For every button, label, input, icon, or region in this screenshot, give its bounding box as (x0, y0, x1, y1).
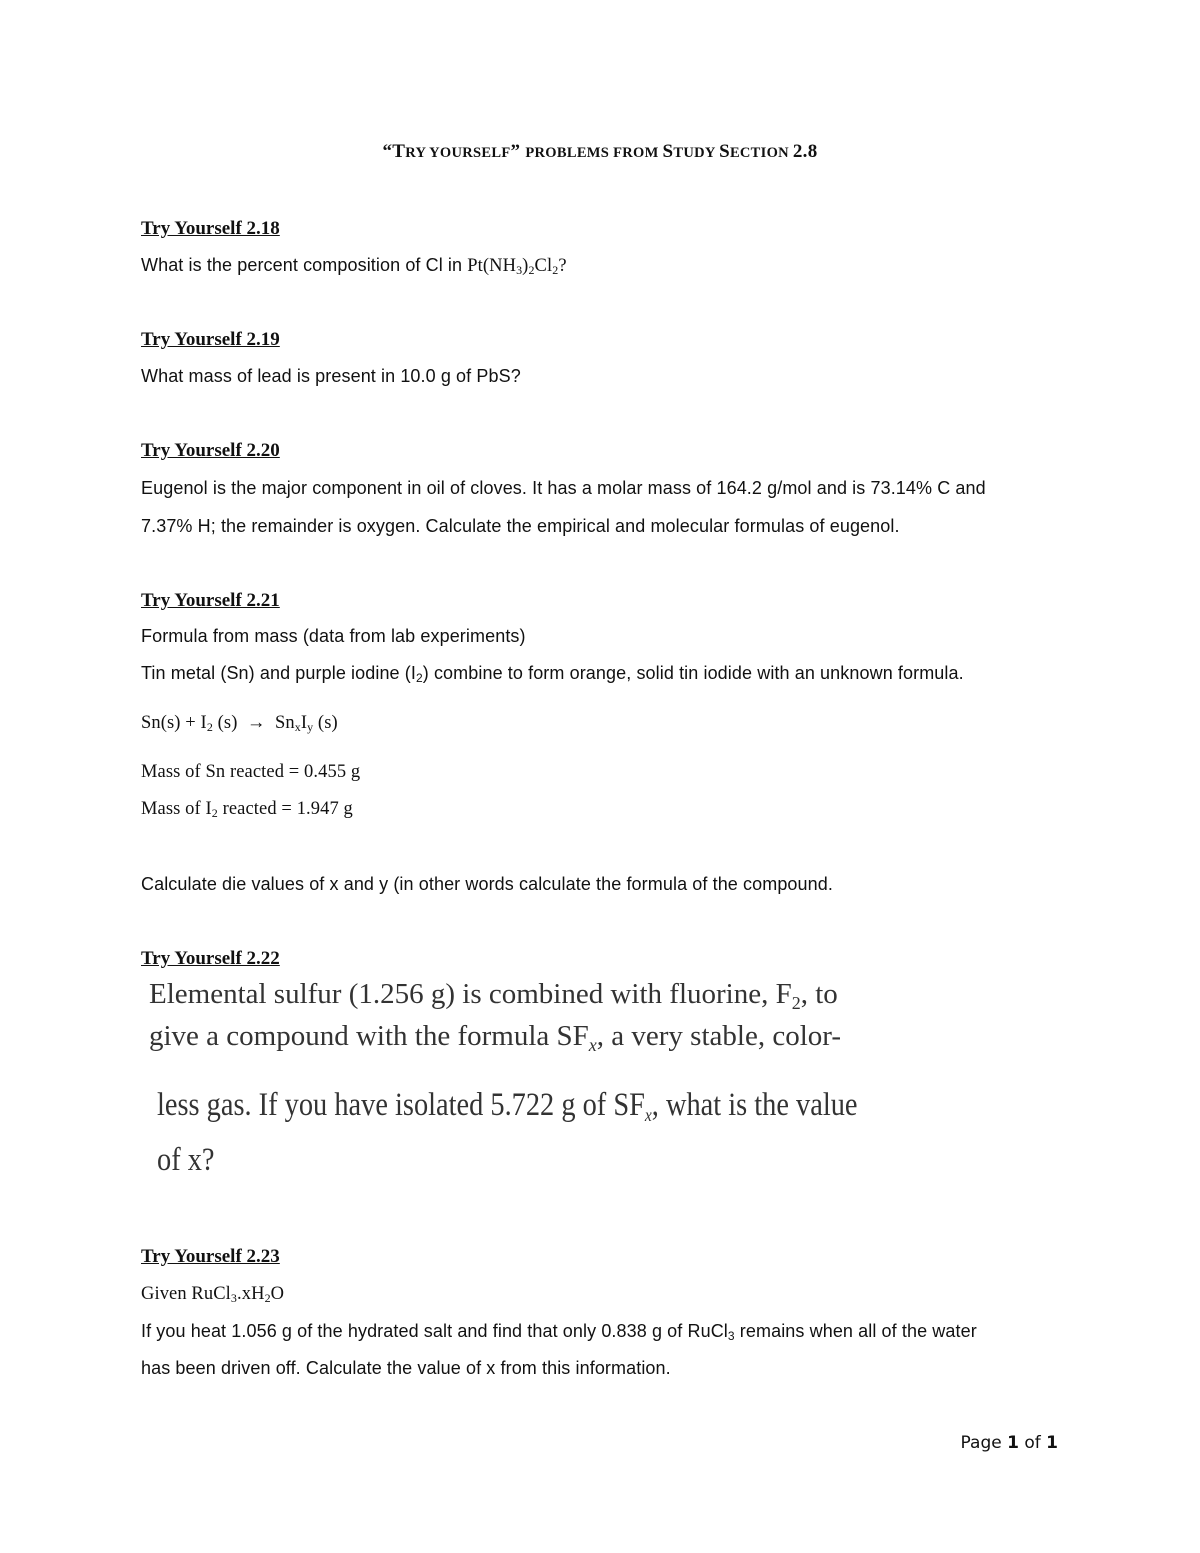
question-2-23-line-2: has been driven off. Calculate the value of x from this information. (141, 1358, 671, 1378)
page-title: “TRY YOURSELF” PROBLEMS FROM STUDY SECTION 2.8 (382, 141, 818, 162)
heading-2-22: Try Yourself 2.22 (141, 948, 280, 969)
question-2-20-line-2: 7.37% H; the remainder is oxygen. Calculate the empirical and molecular formulas of eugenol. (141, 516, 900, 536)
page-number: Page 1 of 1 (960, 1433, 1058, 1453)
question-2-19: What mass of lead is present in 10.0 g of PbS? (141, 366, 521, 386)
question-2-22-line-1: Elemental sulfur (1.256 g) is combined with fluorine, $F_2$, to (149, 978, 838, 1013)
question-2-21-line-2: Tin metal (Sn) and purple iodine $(I_2)$ combine to form orange, solid tin iodide with an unknown formula. (141, 663, 964, 685)
mass-i2: Mass of $I_2$ reacted = 1.947 g (141, 799, 353, 820)
question-2-18: What is the percent composition of Cl in $Pt(NH_3)_2Cl_2$? (141, 255, 567, 277)
question-2-22-line-3: less gas. If you have isolated 5.722 g of $SF_x$, what is the value (157, 1087, 858, 1125)
heading-2-23: Try Yourself 2.23 (141, 1246, 280, 1267)
given-formula: Given $RuCl_3.xH_2O$ (141, 1284, 285, 1305)
heading-2-21: Try Yourself 2.21 (141, 590, 280, 611)
mass-sn: Mass of Sn reacted = 0.455 g (141, 762, 361, 782)
question-2-22-line-4: of x? (157, 1142, 215, 1178)
reaction-equation: $Sn(s) + I_2$ $(s) \to Sn_xI_y$ (s) (141, 713, 338, 734)
question-2-21-calc: Calculate die values of x and y (in other words calculate the formula of the compound. (141, 874, 833, 894)
heading-2-18: Try Yourself 2.18 (141, 218, 280, 239)
question-2-23-line-1: If you heat 1.056 g of the hydrated salt and find that only 0.838 g of RuCl$_3$ remains when all of the water (141, 1321, 977, 1343)
heading-2-20: Try Yourself 2.20 (141, 440, 280, 461)
question-2-21-line-1: Formula from mass (data from lab experiments) (141, 626, 526, 646)
question-2-20-line-1: Eugenol is the major component in oil of cloves. It has a molar mass of 164.2 g/mol and is 73.14% C and (141, 478, 986, 498)
heading-2-19: Try Yourself 2.19 (141, 329, 280, 350)
question-2-22-line-2: give a compound with the formula $SF_x$, a very stable, color- (149, 1020, 841, 1055)
